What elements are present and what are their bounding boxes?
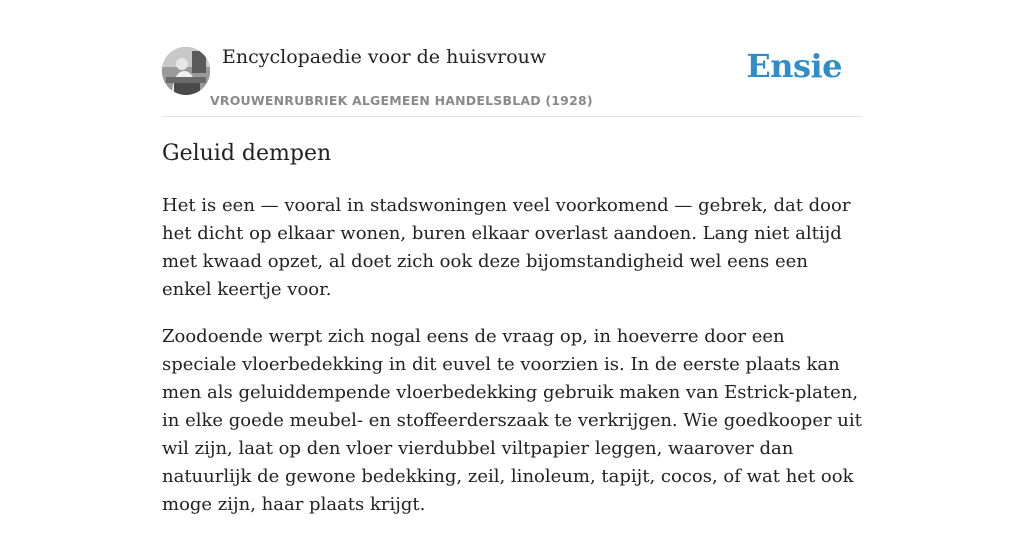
article-title: Geluid dempen xyxy=(162,141,332,166)
article-paragraph: Het is een — vooral in stadswoningen veel voorkomend — gebrek, dat door het dicht op elkaar wonen, buren elkaar overlast aandoen. Lang niet altijd met kwaad opzet, al doet zich ook deze bijomstandigheid wel eens een enkel keertje voor. xyxy=(162,195,851,300)
page xyxy=(162,0,862,515)
site-title[interactable]: Encyclopaedie voor de huisvrouw xyxy=(222,46,547,68)
avatar[interactable] xyxy=(162,47,210,95)
article-paragraph: Zoodoende werpt zich nogal eens de vraag op, in hoeverre door een speciale vloerbedekking in dit euvel te voorzien is. In de eerste plaats kan men als geluiddempende vloerbedekking gebruik maken van Estrick-platen, in elke goede meubel- en stoffeerderszaak te verkrijgen. Wie goedkooper uit wil zijn, laat op den vloer vierdubbel viltpapier leggen, waarover dan natuurlijk de gewone bedekking, zeil, linoleum, tapijt, cocos, of wat het ook moge zijn, haar plaats krijgt. xyxy=(162,326,862,515)
article-body xyxy=(162,192,862,538)
vintage-photo-avatar-icon xyxy=(162,47,210,95)
brand-logo-link[interactable]: Ensie xyxy=(746,47,842,85)
source-label: VROUWENRUBRIEK ALGEMEEN HANDELSBLAD (1928) xyxy=(210,93,593,108)
header xyxy=(162,0,862,117)
